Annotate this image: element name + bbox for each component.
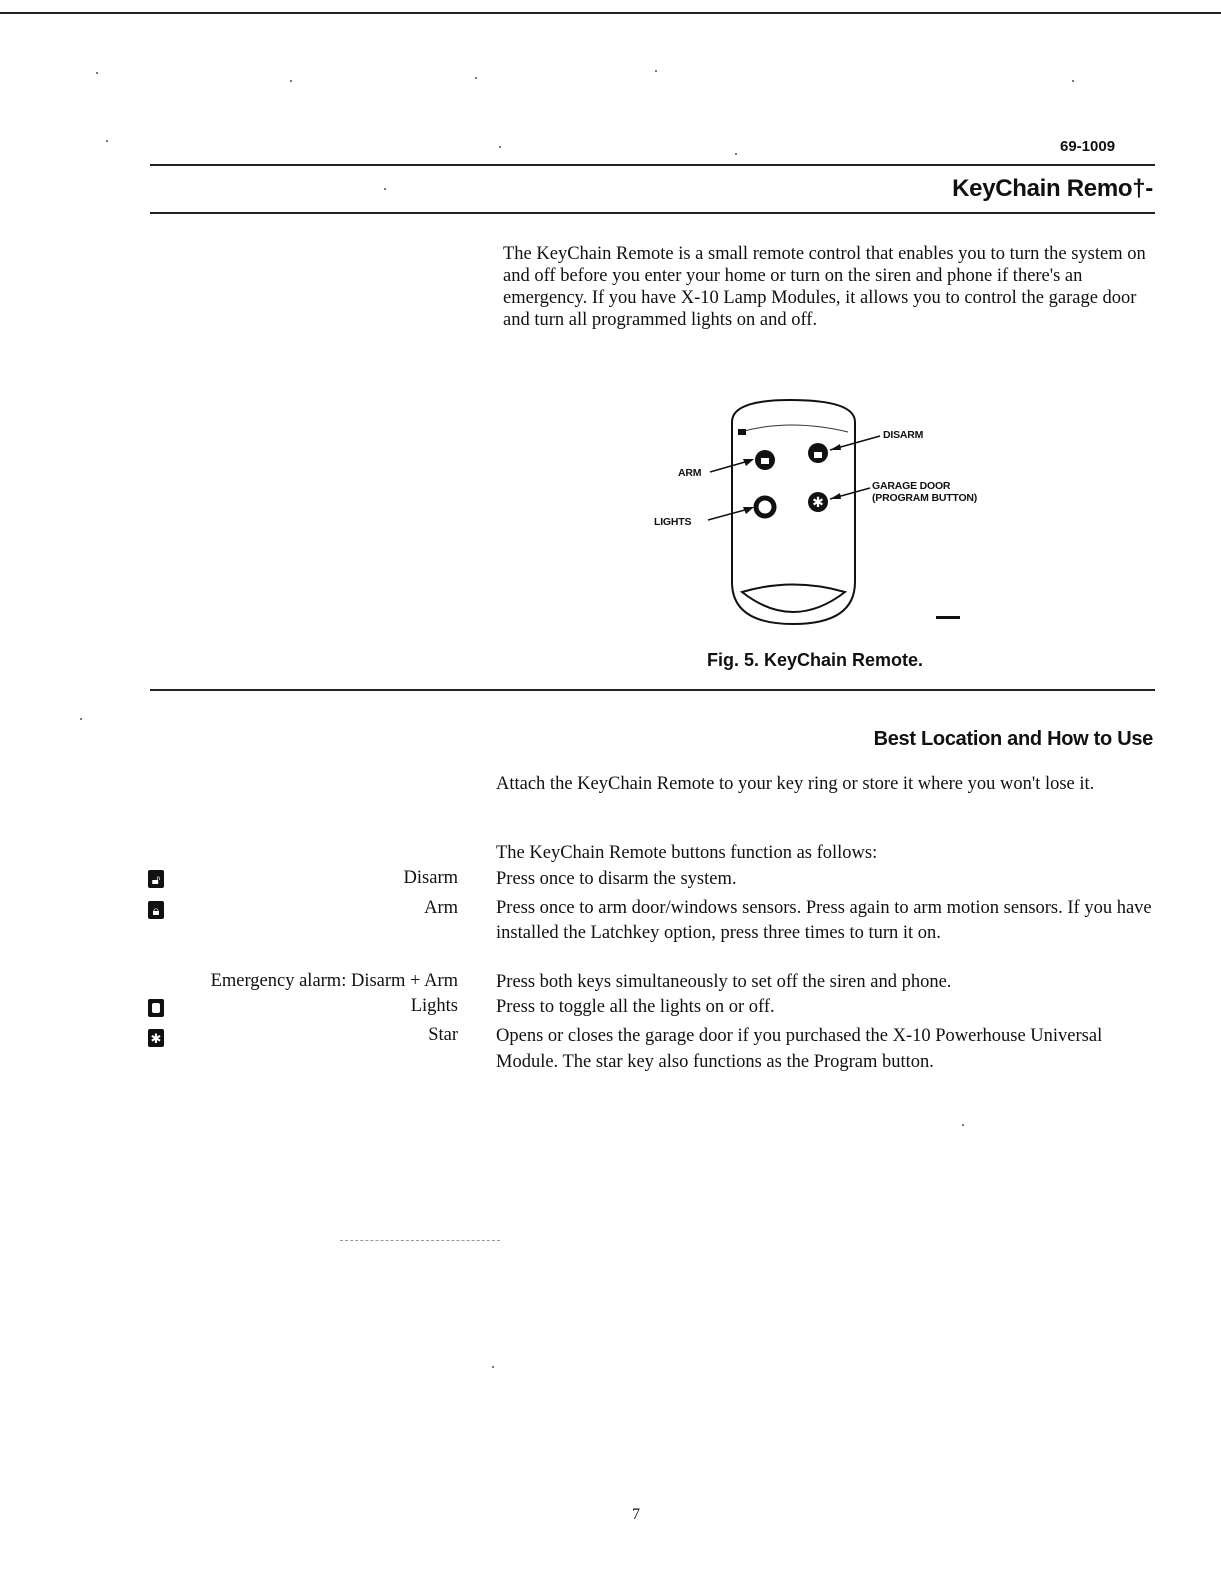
figure-caption: Fig. 5. KeyChain Remote.	[707, 650, 924, 670]
lights-button-icon	[756, 498, 774, 516]
callout-arm: ARM	[678, 467, 702, 479]
star-key-icon: ✱	[148, 1029, 164, 1047]
scan-speck	[290, 80, 292, 82]
svg-text:✱: ✱	[812, 495, 824, 511]
scan-speck	[962, 1124, 964, 1126]
section-title: KeyChain Remo†-	[952, 175, 1153, 202]
buttons-intro: The KeyChain Remote buttons function as follows:	[496, 843, 878, 863]
callout-program-button: (PROGRAM BUTTON)	[872, 492, 978, 504]
scan-speck	[499, 146, 501, 148]
callout-garage-door: GARAGE DOOR	[872, 480, 951, 492]
callout-disarm: DISARM	[883, 429, 924, 441]
intro-paragraph: The KeyChain Remote is a small remote control that enables you to turn the system on and off before you enter your home or turn on the siren and phone if there's an emergency. If you have X-10 Lamp Modules, it allows you to control the garage door and turn all programmed lights on and off.	[503, 244, 1146, 330]
section-rule	[150, 689, 1155, 691]
row-label-emergency: Emergency alarm: Disarm + Arm	[210, 971, 458, 991]
document-number: 69-1009	[1060, 138, 1116, 155]
row-desc-emergency: Press both keys simultaneously to set off the siren and phone.	[496, 972, 952, 992]
subsection-title: Best Location and How to Use	[873, 728, 1153, 750]
remote-top-band	[740, 425, 848, 432]
row-desc-disarm: Press once to disarm the system.	[496, 869, 737, 889]
scan-speck	[80, 718, 82, 720]
scan-speck	[492, 1366, 494, 1368]
row-desc-lights: Press to toggle all the lights on or off.	[496, 997, 775, 1017]
row-label-disarm: Disarm	[403, 868, 458, 888]
scan-speck	[384, 188, 386, 190]
scan-speck	[1072, 80, 1074, 82]
header-rule-bottom	[150, 212, 1155, 214]
remote-bottom-cap	[742, 585, 845, 613]
scan-speck	[96, 72, 98, 74]
lock-key-icon: 🔒︎	[148, 901, 164, 919]
callout-lights: LIGHTS	[654, 516, 692, 528]
figure-id-mark	[936, 616, 960, 619]
page-number: 7	[632, 1506, 640, 1523]
row-desc-arm: Press once to arm door/windows sensors. Press again to arm motion sensors. If you have installed the Latchkey option, press three times to turn it on.	[496, 898, 1152, 943]
scan-dash-line	[340, 1240, 500, 1241]
row-label-star: Star	[428, 1025, 458, 1045]
location-paragraph: Attach the KeyChain Remote to your key ring or store it where you won't lose it.	[496, 774, 1095, 794]
keychain-remote-figure	[640, 392, 1000, 642]
lights-key-icon	[148, 999, 164, 1017]
scan-speck	[655, 70, 657, 72]
scan-speck	[735, 153, 737, 155]
row-desc-star: Opens or closes the garage door if you purchased the X-10 Powerhouse Universal Module. The star key also functions as the Program button.	[496, 1026, 1103, 1072]
top-scan-edge	[0, 12, 1221, 14]
header-rule-top	[150, 164, 1155, 166]
led-indicator	[738, 429, 746, 435]
scan-speck	[475, 77, 477, 79]
row-label-lights: Lights	[410, 996, 458, 1016]
row-label-arm: Arm	[424, 898, 458, 918]
unlock-key-icon: 🔓︎	[148, 870, 164, 888]
scan-speck	[106, 140, 108, 142]
